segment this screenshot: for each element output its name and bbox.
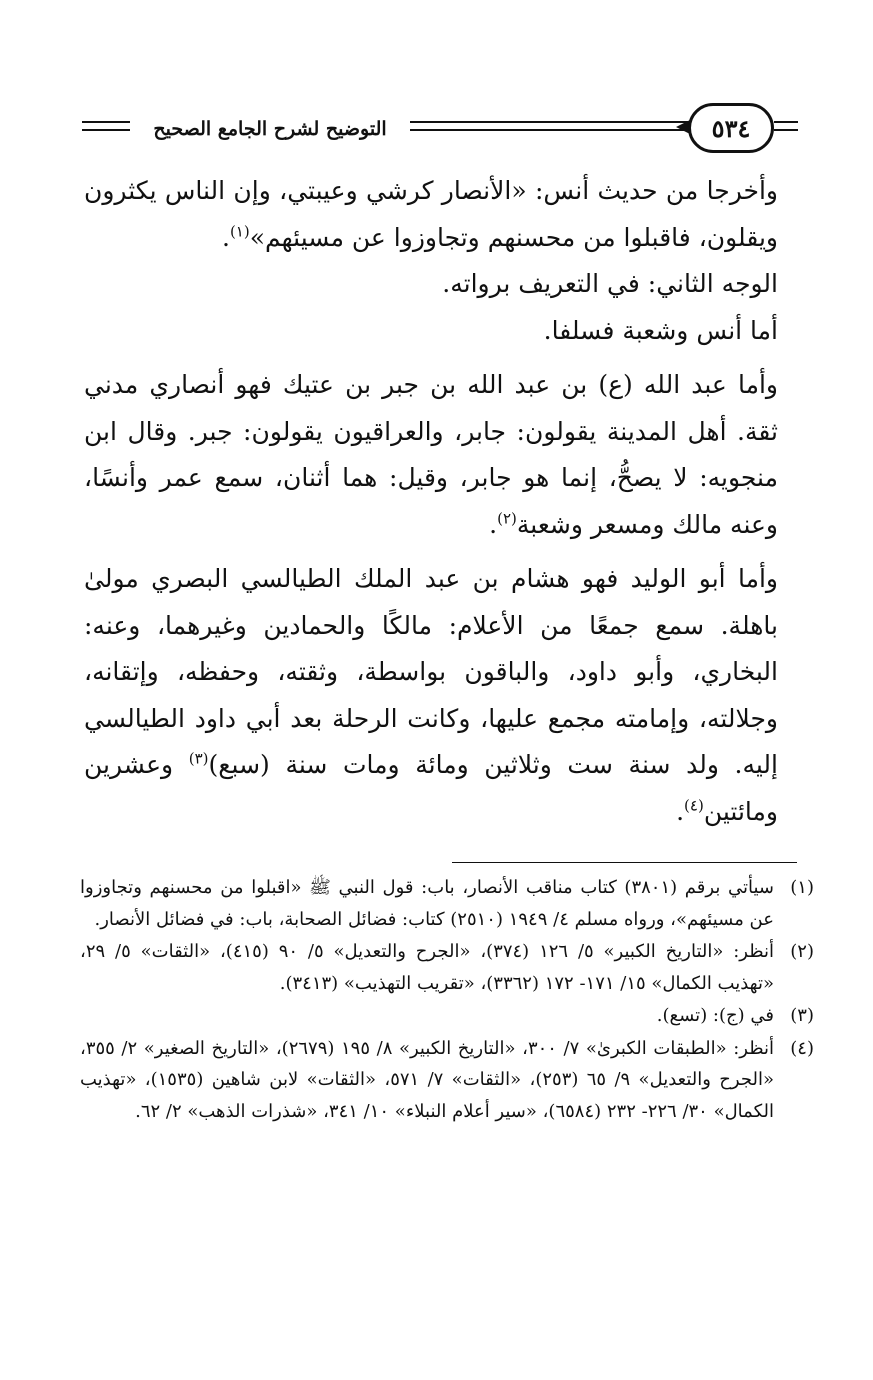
footnote-separator — [452, 862, 797, 863]
main-text — [84, 168, 812, 835]
header-rule-middle-top — [410, 121, 688, 123]
paragraph-1: وأخرجا من حديث أنس: «الأنصار كرشي وعيبتي، وإن الناس يكثرون ويقلون، فاقبلوا من محسنهم وتجاوزوا عن مسيئهم»$^{(١)}$. — [84, 176, 778, 252]
header-rule-right-bottom — [774, 129, 798, 131]
header-rule-right-top — [774, 121, 798, 123]
footnote-ref-2: (٢) — [497, 509, 517, 528]
paragraph-3: أما أنس وشعبة فسلفا. — [543, 315, 778, 345]
footnote-ref-3: (٣) — [188, 749, 209, 768]
footnote-ref-4: (٤) — [684, 796, 704, 815]
page-number: ٥٣٤ — [688, 103, 774, 153]
header-rule-middle-bottom — [410, 129, 688, 131]
footnote-ref-1: (١) — [229, 222, 250, 241]
header-rule-left-bottom — [82, 129, 130, 131]
paragraph-4: وأما عبد الله (ع) بن عبد الله بن جبر بن عتيك فهو أنصاري مدني ثقة. أهل المدينة يقولون: جابر، والعراقيون يقولون: جبر. وقال ابن منجويه: لا يصحُّ، إنما هو جابر، وقيل: هما أثنان، سمع عمر وأنسًا، وعنه مالك ومسعر وشعبة$^{(٢)}$. — [84, 370, 778, 539]
header-rule-left-top — [82, 121, 130, 123]
footnote-1: (١) سيأتي برقم (٣٨٠١) كتاب مناقب الأنصار، باب: قول النبي ﷺ «اقبلوا من محسنهم وتجاوزوا عن مسيئهم»، ورواه مسلم ٤/ ١٩٤٩ (٢٥١٠) كتاب: فضائل الصحابة، باب: في فضائل الأنصار. — [80, 877, 814, 930]
footnotes — [80, 872, 814, 1128]
footnote-2: (٢) أنظر: «التاريخ الكبير» ٥/ ١٢٦ (٣٧٤)، «الجرح والتعديل» ٥/ ٩٠ (٤١٥)، «الثقات» ٥/ ٢٩، «تهذيب الكمال» ١٥/ ١٧١- ١٧٢ (٣٣٦٢)، «تقريب التهذيب» (٣٤١٣). — [80, 941, 814, 994]
footnote-4: (٤) أنظر: «الطبقات الكبرىٰ» ٧/ ٣٠٠، «التاريخ الكبير» ٨/ ١٩٥ (٢٦٧٩)، «التاريخ الصغير» ٢/ ٣٥٥، «الجرح والتعديل» ٩/ ٦٥ (٢٥٣)، «الثقات» ٧/ ٥٧١، «الثقات» لابن شاهين (١٥٣٥)، «تهذيب الكمال» ٣٠/ ٢٢٦- ٢٣٢ (٦٥٨٤)، «سير أعلام النبلاء» ١٠/ ٣٤١، «شذرات الذهب» ٢/ ٦٢. — [80, 1037, 814, 1122]
paragraph-2: الوجه الثاني: في التعريف برواته. — [442, 269, 778, 298]
footnote-3: (٣) في (ج): (تسع). — [656, 1005, 814, 1026]
paragraph-5: وأما أبو الوليد فهو هشام بن عبد الملك الطيالسي البصري مولىٰ باهلة. سمع جمعًا من الأعلام: مالكًا والحمادين وغيرهما، وعنه: البخاري، وأبو داود، والباقون بواسطة، وثقته، وحفظه، وإتقانه، وجلالته، وإمامته مجمع عليها، وكانت الرحلة بعد أبي داود الطيالسي إليه. ولد سنة ست وثلاثين ومائة ومات سنة (سبع)$^{(٣)}$ وعشرين ومائتين$^{(٤)}$. — [84, 564, 778, 826]
running-title: التوضيح لشرح الجامع الصحيح — [153, 118, 387, 140]
